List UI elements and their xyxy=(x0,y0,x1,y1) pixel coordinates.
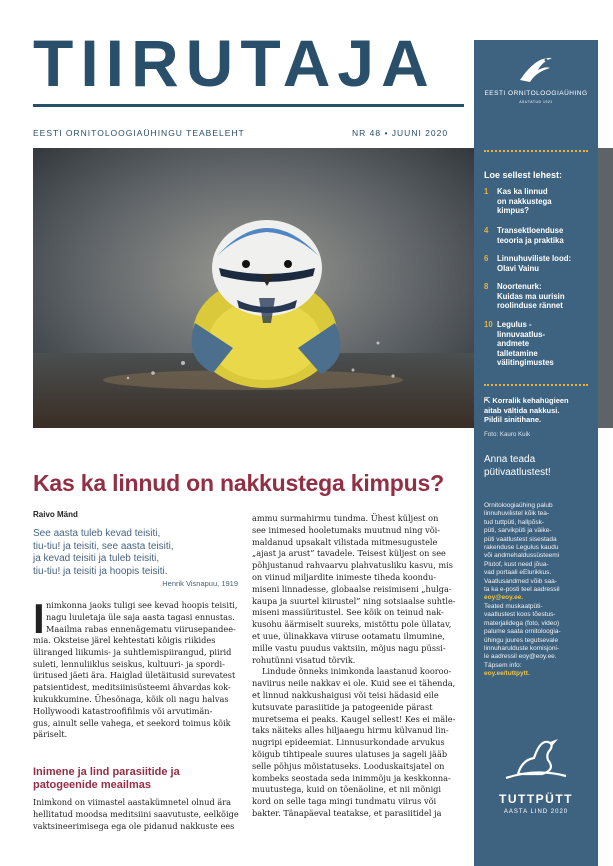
sidebar-org-name: EESTI ORNITOLOOGIAÜHING xyxy=(484,90,588,97)
toc-page-number: 8 xyxy=(484,282,489,291)
promo-line: püti vaatlustest sisestada xyxy=(484,535,557,543)
toc-line: Linnuhuviliste lood: xyxy=(497,254,572,263)
text-line: üliranged liikumis- ja suhtlemispiirangud, piirid xyxy=(33,646,232,657)
promo-line: Ornitoloogiaühing palub xyxy=(484,502,553,509)
promo-line: või andmehaldussüsteemi xyxy=(484,552,560,560)
subheading-line: patogeenide meailmas xyxy=(33,779,151,791)
body-text xyxy=(33,797,239,832)
poem-source: Henrik Visnapuu, 1919 xyxy=(162,579,238,588)
bird-of-year-name: TUTTPÜTT xyxy=(499,792,573,806)
text-line: kord on selle taga mingi tundmatu viirus või xyxy=(252,796,437,807)
masthead-rule xyxy=(33,104,464,107)
epigraph-poem xyxy=(33,528,238,578)
toc-item[interactable] xyxy=(484,320,592,368)
toc-line: teooria ja praktika xyxy=(497,235,564,245)
toc-line: Legulus - xyxy=(497,320,532,329)
text-line: nagu luuletaja üle saja aasta tagasi ennustas. xyxy=(46,611,235,622)
text-line: et linnud nakkushaigusi või teisi hädasid eile xyxy=(252,689,439,700)
text-line: nimkonna jaoks tuligi see kevad hoopis teisiti, xyxy=(46,600,238,610)
photo-credit: Foto: Kauro Kuik xyxy=(484,431,531,438)
masthead-title: TIIRUTAJA xyxy=(33,26,436,100)
text-line: muretsema ei peaks. Kaugel sellest! Kes ei mäle- xyxy=(252,713,456,724)
photo-caption xyxy=(484,396,592,425)
poem-line: tiu-tiu! ja teisiti, see aasta teisiti, xyxy=(33,540,174,552)
text-line: kutsuvate parasiitide ja patogeenide pärast xyxy=(252,701,433,712)
body-text xyxy=(46,600,238,635)
text-line: hellitatud moodsa meditsiini saavutuste, eelkõige xyxy=(33,808,239,819)
text-line: selle põhjus mõistatuseks. Looduskaitsjatel on xyxy=(252,760,445,771)
blue-tit-photo xyxy=(33,148,474,428)
promo-line: vad portaali eElurikkus. xyxy=(484,569,552,577)
poem-line: See aasta tuleb kevad teisiti, xyxy=(33,528,161,539)
promo-heading-line: pütivaatlustest! xyxy=(484,466,551,478)
text-line: see inimesed hooletumaks muutnud ning või- xyxy=(252,524,441,535)
promo-line: linnuhuvilistel kõik tea- xyxy=(484,510,550,518)
toc-item[interactable] xyxy=(484,254,592,273)
toc-line: Kas ka linnud xyxy=(497,187,548,196)
toc-line: talletamine xyxy=(497,348,538,358)
sidebar-est: ASUTATUD 1921 xyxy=(519,100,553,104)
text-line: muutustega, kuid on tõenäoline, et nii mõnigi xyxy=(252,784,442,795)
toc-line: kimpus? xyxy=(497,206,530,216)
text-line: Maailma rabas ennenägematu viirusepandee- xyxy=(46,623,236,634)
text-line: põhjustanud rahvaarvu plahvatusliku kasvu, mis xyxy=(252,560,453,571)
text-line: gus, ainult selle vahega, et seekord toimus kõik xyxy=(33,717,231,728)
article-author: Raivo Mänd xyxy=(33,510,78,519)
promo-line: vaatlustest koos tõestus- xyxy=(484,611,556,619)
text-line: päriselt. xyxy=(33,729,68,740)
caption-line: Pildil sinitihane. xyxy=(484,415,542,424)
info-link[interactable]: eoy.ee/tuttpytt. xyxy=(484,670,530,678)
text-line: mia. Oksteise järel kehtestati kõigis riikides xyxy=(33,635,216,645)
text-line: et uue, ülinakkava viiruse ootamatu ilmumine, xyxy=(252,630,445,641)
grebe-icon xyxy=(474,730,598,791)
toc-line: välitingimustes xyxy=(497,358,554,368)
promo-line: tud tuttpüti, hallpõsk- xyxy=(484,518,544,526)
toc-heading: Loe sellest lehest: xyxy=(484,170,563,180)
promo-line: püti, sarvikpüti ja väike- xyxy=(484,527,552,535)
text-line: suleti, lennuliiklus seiskus, kultuuri- ja spordi- xyxy=(33,658,225,669)
eoy-logo-icon xyxy=(474,52,598,91)
toc-line: on nakkustega xyxy=(497,196,552,206)
promo-line: Vaatlusandmed võib saa- xyxy=(484,577,557,585)
body-text xyxy=(33,635,235,741)
text-line: maldanud upsakalt vilistada mitmesugustele xyxy=(252,536,438,547)
toc-line: Kuidas ma uurisin xyxy=(497,291,565,301)
promo-line: palume saata ornitoloogia- xyxy=(484,628,561,636)
subheading-line: Inimene ja lind parasiitide ja xyxy=(33,766,180,778)
section-subheading xyxy=(33,766,180,792)
caption-line: aitab vältida nakkusi. xyxy=(484,405,560,415)
toc-line: andmete xyxy=(497,339,530,349)
promo-heading xyxy=(484,454,592,479)
promo-heading-line: Anna teada xyxy=(484,454,536,465)
text-line: patsientidest, meditsiinisüsteemi ähvardas kok- xyxy=(33,682,231,693)
toc-line: Noortenurk: xyxy=(497,282,542,291)
text-line: on viinud miljardite inimeste tiheda koondu- xyxy=(252,571,437,582)
text-line: bakter. Tänapäeval teatakse, et parasiitidel ja xyxy=(252,807,442,818)
toc-item[interactable] xyxy=(484,187,592,216)
caption-line: ⇱ Korralik kehahügieen xyxy=(484,396,569,405)
toc-line: Olavi Vainu xyxy=(497,263,540,273)
toc-page-number: 10 xyxy=(484,320,493,329)
text-line: nugripi epideemiat. Linnusurkondade arvukus xyxy=(252,737,445,748)
toc-item[interactable] xyxy=(484,282,592,311)
email-link[interactable]: eoy@eoy.ee. xyxy=(484,594,524,602)
dotted-divider xyxy=(484,384,588,386)
promo-body xyxy=(484,502,592,679)
promo-line: Täpsem info: xyxy=(484,661,522,669)
promo-line: rakenduse Legulus kaudu xyxy=(484,544,559,552)
text-line: Hollywoodi katastroofifilmis või arvutimän- xyxy=(33,705,213,716)
text-line: kusohu äärmiselt suureks, mistõttu pole üllatav, xyxy=(252,619,452,630)
text-line: kõigub tihtipeale suures ulatuses ja sageli jääb xyxy=(252,748,448,759)
toc-page-number: 1 xyxy=(484,187,489,196)
text-line: vaktsineerimisega ega ole pidanud nakkuste ees xyxy=(33,820,235,831)
text-line: Inimkond on viimastel aastakümnetel olnud ära xyxy=(33,797,231,807)
issue-label: NR 48 • JUUNI 2020 xyxy=(352,128,449,138)
text-line: üritused jäeti ära. Haiglad ületäitusid surevatest xyxy=(33,670,236,681)
body-text-col2 xyxy=(252,513,456,820)
toc-page-number: 6 xyxy=(484,254,489,263)
promo-line: linnuharulduste komisjoni- xyxy=(484,644,560,652)
dotted-divider xyxy=(484,150,588,152)
text-line: miseni linnadesse, globaalse reisimiseni „hulga- xyxy=(252,583,452,594)
publication-name: EESTI ORNITOLOOGIAÜHINGU TEABELEHT xyxy=(33,128,245,138)
promo-line: ta ka e-posti teel aadressil xyxy=(484,586,560,594)
text-line: naviirus neile nakkav ei ole. Kuid see ei tähenda, xyxy=(252,678,456,689)
text-line: „ajast ja arust” tavadele. Teisest küljest on see xyxy=(252,548,446,559)
toc-item[interactable] xyxy=(484,226,592,245)
text-line: miseni massiüritustel. See kõik on teinud nak- xyxy=(252,607,444,618)
promo-line: le aadressil eoy@eoy.ee. xyxy=(484,653,557,661)
text-line: taks näiteks alles hiljaaegu hirmu külvanud lin- xyxy=(252,725,449,736)
bird-of-year-label: AASTA LIND 2020 xyxy=(503,809,569,815)
text-line: kaupa ja suurtel kiirustel” ning sotsiaalse suhtle- xyxy=(252,595,456,606)
drop-cap: I xyxy=(33,595,45,642)
text-line: mille vastu puudus vaktsiin, mõjus nagu püssi- xyxy=(252,642,446,653)
promo-line: Plutof, kust need jõua- xyxy=(484,560,549,568)
promo-line: ühingu juures tegutsevale xyxy=(484,636,559,644)
text-line: kombeks seostada seda inimmõju ja keskkonna- xyxy=(252,772,451,783)
toc-line: Transektloenduse xyxy=(497,226,564,235)
text-line: ammu surmahirmu tundma. Ühest küljest on xyxy=(252,513,439,523)
text-line: Lindude õnneks inimkonda laastanud kooroo- xyxy=(262,666,452,677)
poem-line: tiu-tiu! ja teisiti ja hoopis teisiti. xyxy=(33,565,168,577)
toc-line: linnuvaatlus- xyxy=(497,329,546,339)
toc-page-number: 4 xyxy=(484,226,489,235)
text-line: rohutünni visatud tõrvik. xyxy=(252,654,356,665)
poem-line: ja kevad teisiti ja tuleb teisiti, xyxy=(33,553,160,564)
text-line: kukukkumine. Ühesõnaga, kõik oli nagu halvas xyxy=(33,693,229,704)
promo-line: Teated muskaatpüti- xyxy=(484,602,543,610)
toc-line: roolinduse rännet xyxy=(497,301,563,311)
sidebar xyxy=(474,40,598,866)
promo-line: materjalidega (foto, video) xyxy=(484,619,560,627)
article-title: Kas ka linnud on nakkustega kimpus? xyxy=(33,470,444,496)
